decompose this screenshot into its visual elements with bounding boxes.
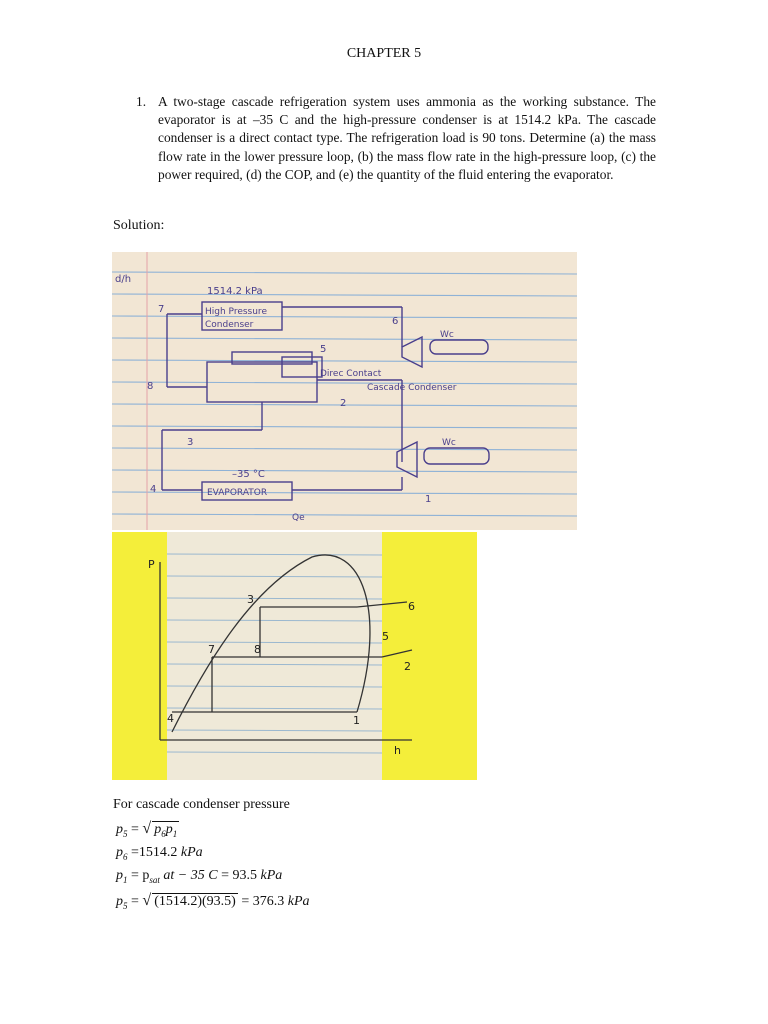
ph-label-2: 2: [404, 660, 411, 673]
ph-p-axis-label: P: [148, 558, 155, 571]
hp-condenser-label-1: High Pressure: [205, 307, 267, 317]
solution-label: Solution:: [113, 218, 165, 233]
ph-label-4: 4: [167, 712, 174, 725]
wc-low-label: Wc: [442, 438, 456, 448]
ph-label-1: 1: [353, 714, 360, 727]
ph-diagram-sketch: [112, 532, 477, 780]
ph-h-axis-label: h: [394, 744, 401, 757]
problem-statement: [136, 93, 656, 184]
problem-number: 1.: [136, 94, 147, 109]
cascade-schematic-sketch: [112, 252, 577, 530]
evaporator-label: EVAPORATOR: [207, 488, 268, 498]
schematic-corner-label: d/h: [115, 274, 132, 285]
ph-label-7: 7: [208, 643, 215, 656]
equation-p5-result: $p_5$ = √ (1514.2)(93.5) = 376.3 kPa: [116, 892, 310, 911]
cascade-pressure-subheading: For cascade condenser pressure: [113, 797, 290, 812]
problem-text: A two-stage cascade refrigeration system uses ammonia as the working substance. The evaporator is at –35 C and the high-pressure condenser is at 1514.2 kPa. The cascade condenser is a direct contact type. The refrigeration load is 90 tons. Determine (a) the mass flow rate in the lower pressure loop, (b) the mass flow rate in the high-pressure loop, (c) the power required, (d) the COP, and (e) the quantity of the fluid entering the evaporator.: [158, 94, 656, 182]
hp-pressure-label: 1514.2 kPa: [207, 286, 263, 297]
state-8-label: 8: [147, 381, 154, 392]
hp-condenser-label-2: Condenser: [205, 320, 254, 330]
state-6-label: 6: [392, 316, 399, 327]
ph-label-8: 8: [254, 643, 261, 656]
state-3-label: 3: [187, 437, 194, 448]
ph-label-5: 5: [382, 630, 389, 643]
qe-label: Qe: [292, 513, 305, 523]
direct-contact-label: Direc Contact: [320, 369, 382, 379]
wc-high-label: Wc: [440, 330, 454, 340]
state-4-label: 4: [150, 484, 157, 495]
ph-label-3: 3: [247, 593, 254, 606]
evap-temp-label: –35 °C: [232, 469, 265, 480]
equation-p5-formula: $p_5$ = √ $p_6p_1$: [116, 820, 178, 839]
state-7-label: 7: [158, 304, 165, 315]
ph-label-6: 6: [408, 600, 415, 613]
state-2-label: 2: [340, 398, 347, 409]
chapter-heading: CHAPTER 5: [346, 46, 422, 61]
state-1-label: 1: [425, 494, 432, 505]
equation-p1-value: $p_1 = p_{sat}$ at − 35 C = 93.5 kPa: [116, 868, 283, 885]
state-5-label: 5: [320, 344, 327, 355]
cascade-condenser-label: Cascade Condenser: [367, 383, 457, 393]
equation-p6-value: $p_6 =1514.2$ kPa: [116, 845, 203, 862]
